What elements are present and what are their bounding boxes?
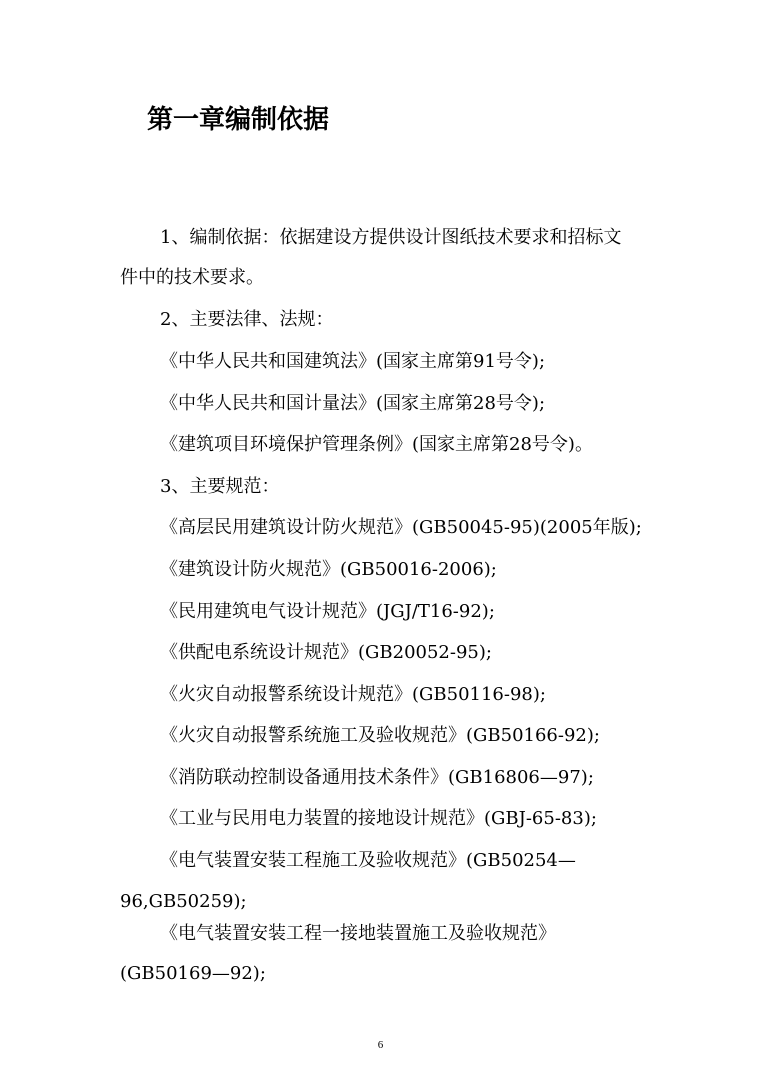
standard-item: 《供配电系统设计规范》(GB20052-95); — [160, 642, 492, 663]
standard-item-9-line1: 《电气装置安装工程施工及验收规范》(GB50254— — [160, 850, 576, 871]
page-number: 6 — [377, 1039, 384, 1051]
standard-item: 《消防联动控制设备通用技术条件》(GB16806—97); — [160, 767, 594, 788]
standard-item: 《火灾自动报警系统施工及验收规范》(GB50166-92); — [160, 725, 600, 746]
standard-item: 《民用建筑电气设计规范》(JGJ/T16-92); — [160, 601, 495, 622]
para1-line2: 件中的技术要求。 — [120, 267, 264, 288]
standard-item: 《建筑设计防火规范》(GB50016-2006); — [160, 559, 497, 580]
standard-item-10-line2: (GB50169—92); — [120, 963, 266, 984]
standard-item-9-line2: 96,GB50259); — [120, 891, 247, 912]
law-item: 《中华人民共和国计量法》(国家主席第28号令); — [160, 393, 546, 414]
standard-item: 《火灾自动报警系统设计规范》(GB50116-98); — [160, 684, 546, 705]
standard-item: 《工业与民用电力装置的接地设计规范》(GBJ-65-83); — [160, 808, 597, 829]
laws-heading: 2、主要法律、法规： — [160, 309, 334, 330]
standards-heading: 3、主要规范： — [160, 476, 280, 497]
standard-item-10-line1: 《电气装置安装工程一接地装置施工及验收规范》 — [160, 923, 556, 944]
law-item: 《中华人民共和国建筑法》(国家主席第91号令); — [160, 351, 546, 372]
para1-line1: 1、编制依据：依据建设方提供设计图纸技术要求和招标文 — [160, 227, 622, 248]
law-item: 《建筑项目环境保护管理条例》(国家主席第28号令)。 — [160, 434, 593, 455]
standard-item: 《高层民用建筑设计防火规范》(GB50045-95)(2005年版); — [160, 517, 642, 538]
chapter-title: 第一章编制依据 — [147, 105, 330, 135]
